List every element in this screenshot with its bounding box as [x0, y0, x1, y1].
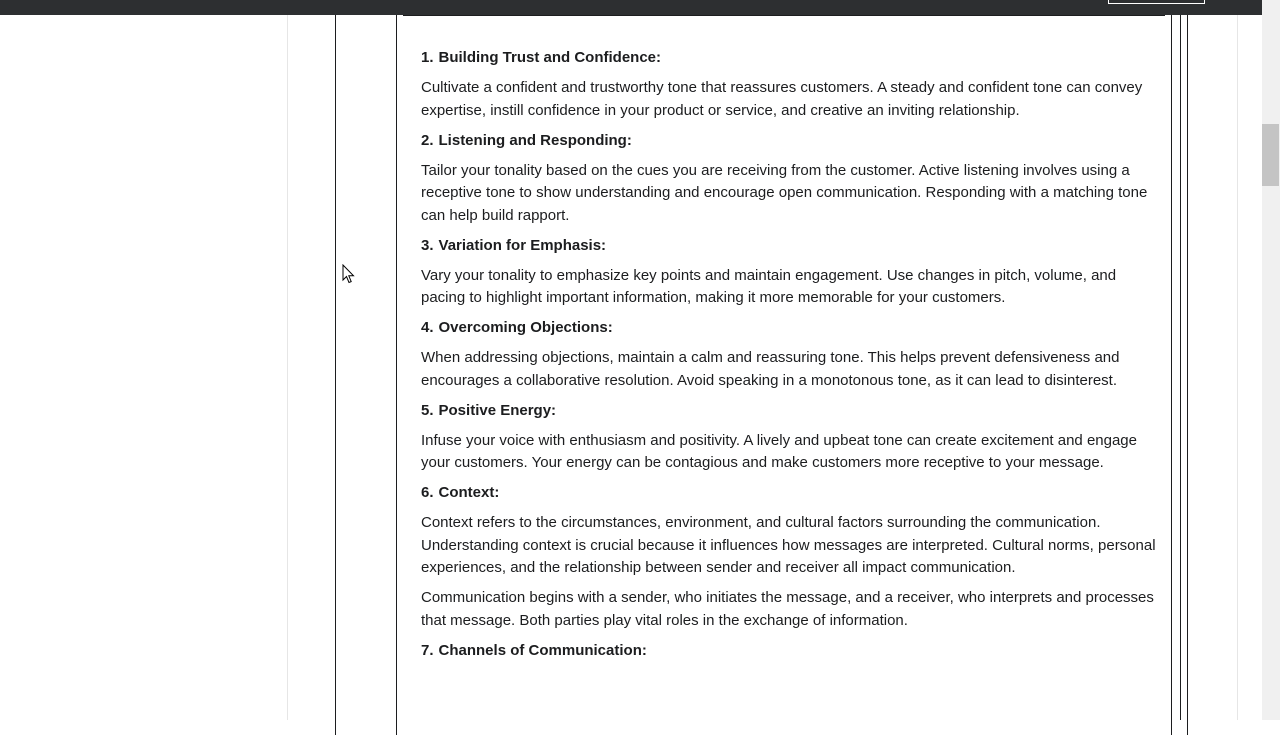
article-body	[421, 47, 1161, 670]
section-heading	[421, 317, 1161, 340]
section-number: 1.	[421, 49, 434, 66]
section-title: Building Trust and Confidence:	[438, 49, 662, 66]
section-paragraph: Infuse your voice with enthusiasm and positivity. A lively and upbeat tone can create excitement and engage your customers. Your energy can be contagious and make customers more receptive to your message.	[421, 431, 1137, 471]
section-number: 3.	[421, 236, 434, 254]
lecture-frame-divider	[1180, 15, 1181, 720]
section-heading	[421, 235, 1161, 258]
section-number: 4.	[421, 319, 434, 336]
scrollbar-track[interactable]	[1262, 0, 1280, 720]
section-heading	[421, 482, 1161, 505]
section-number: 6.	[421, 484, 434, 501]
section-title: Channels of Communication:	[438, 641, 647, 659]
section-number: 7.	[421, 641, 434, 659]
section-number: 2.	[421, 131, 434, 149]
section-title: Listening and Responding:	[438, 131, 632, 149]
section-title: Overcoming Objections:	[438, 319, 613, 336]
section-paragraph: Cultivate a confident and trustworthy tone that reassures customers. A steady and confident tone can convey expertise, instill confidence in your product or service, and creative an inviting relationship.	[421, 79, 1143, 119]
section-paragraph: Communication begins with a sender, who initiates the message, and a receiver, who interprets and processes that message. Both parties play vital roles in the exchange of information.	[421, 589, 1154, 629]
section-heading	[421, 640, 1161, 663]
section-title: Context:	[438, 484, 500, 501]
top-navigation-bar	[0, 0, 1262, 15]
page-edge-left	[287, 15, 288, 720]
section-paragraph: Vary your tonality to emphasize key points and maintain engagement. Use changes in pitch, volume, and pacing to highlight important information, making it more memorable for your customers.	[421, 266, 1117, 306]
section-title: Variation for Emphasis:	[438, 236, 607, 254]
section-heading	[421, 130, 1161, 153]
section-heading	[421, 400, 1161, 423]
mouse-pointer-icon	[342, 264, 356, 285]
section-paragraph: Context refers to the circumstances, environment, and cultural factors surrounding the communication. Understanding context is crucial because it influences how messages are interpreted. Cultural norms, personal experiences, and the relationship between sender and receiver all impact communication.	[421, 514, 1156, 576]
section-title: Positive Energy:	[438, 401, 557, 419]
section-paragraph: When addressing objections, maintain a calm and reassuring tone. This helps prevent defensiveness and encourages a collaborative resolution. Avoid speaking in a monotonous tone, as it can lead to disinterest.	[421, 349, 1120, 389]
article-box-top-border	[403, 15, 1165, 16]
section-heading	[421, 47, 1161, 70]
section-paragraph: Tailor your tonality based on the cues you are receiving from the customer. Active listening involves using a receptive tone to show understanding and encourage open communication. Responding with a matching tone can help build rapport.	[421, 161, 1148, 224]
page-edge-right	[1237, 15, 1238, 720]
top-bar-button[interactable]	[1108, 0, 1205, 4]
scrollbar-thumb[interactable]	[1262, 124, 1279, 186]
section-number: 5.	[421, 401, 434, 419]
